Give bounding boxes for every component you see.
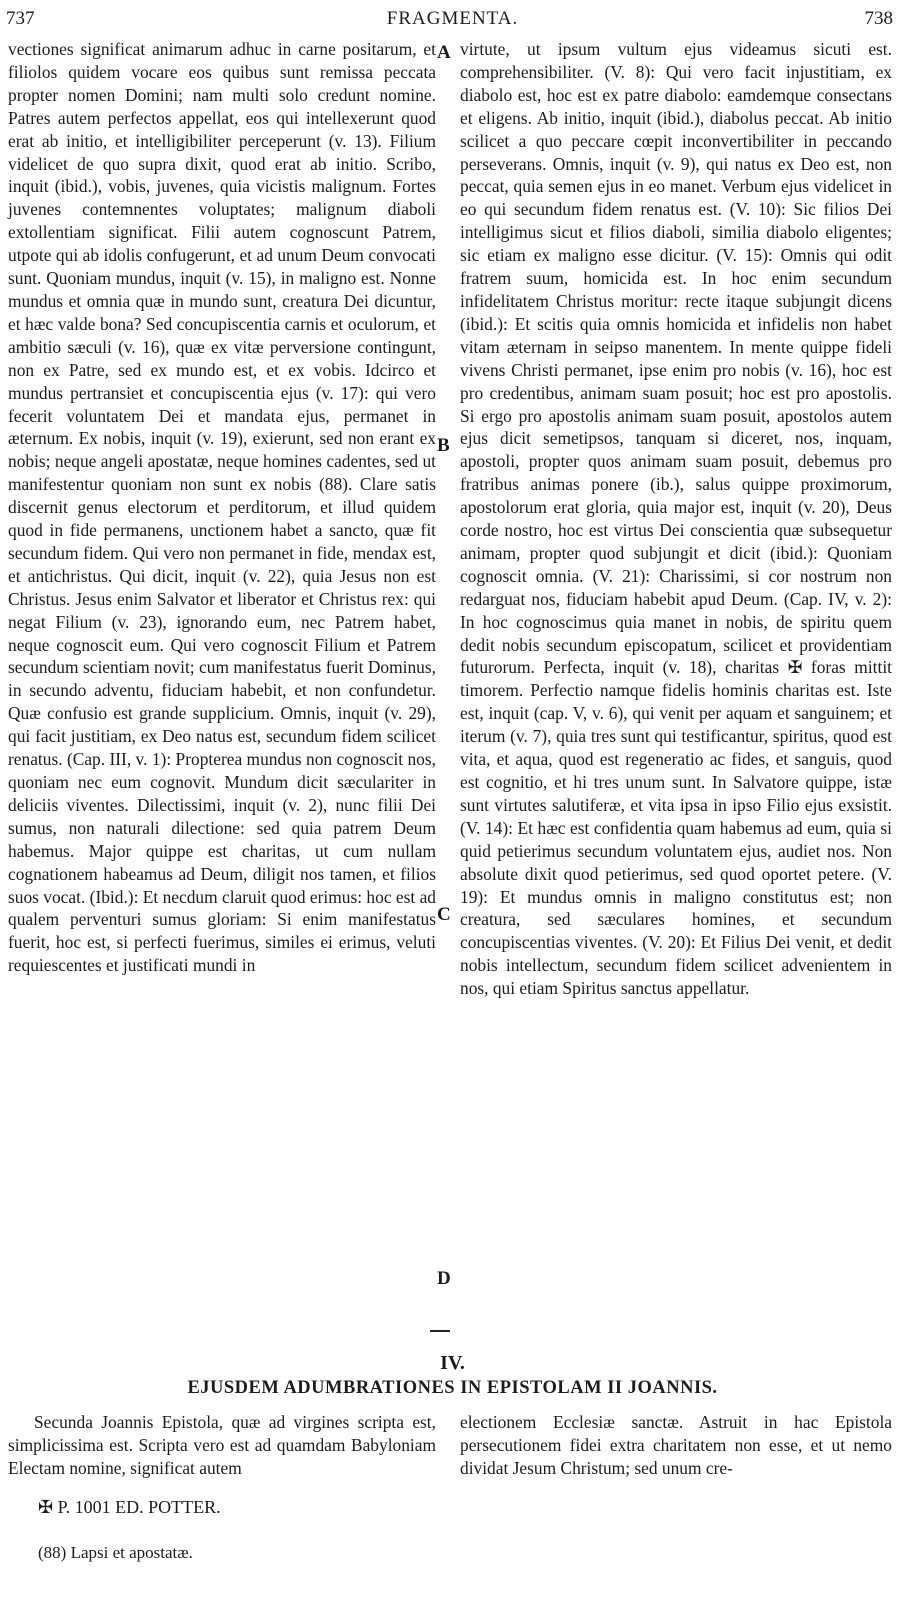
margin-letter-b: B [437, 435, 450, 456]
right-column [460, 38, 892, 1000]
running-title: FRAGMENTA. [386, 8, 519, 29]
section-right-text: electionem Ecclesiæ sanctæ. Astruit in hac Epistola persecutionem fidei extra charitatem non esse, et ut nemo dividat Jesum Christum; sed unum cre- [460, 1412, 892, 1478]
section-title: EJUSDEM ADUMBRATIONES IN EPISTOLAM II JOANNIS. [187, 1378, 718, 1398]
running-header [0, 8, 905, 34]
left-column [8, 38, 436, 977]
section-divider [430, 1330, 450, 1332]
margin-letter-a: A [437, 42, 451, 63]
margin-letter-c: C [437, 904, 451, 925]
footnote-88: (88) Lapsi et apostatæ. [38, 1543, 193, 1562]
section-left-text: Secunda Joannis Epistola, quæ ad virgines scripta est, simplicissima est. Scripta vero est ad quamdam Babyloniam Electam nomine, significat autem [8, 1412, 436, 1478]
page-number-left: 737 [6, 8, 35, 29]
margin-letter-d: D [437, 1268, 451, 1289]
footnote-potter: ✠ P. 1001 ED. POTTER. [38, 1497, 221, 1517]
section-number: IV. [440, 1352, 465, 1374]
left-column-text: vectiones significat animarum adhuc in carne positarum, et filiolos quidem vocare eos quibus sunt remissa peccata propter nomen Domini; nam multi solo credunt nomine. Patres autem perfectos appellat, eos qui intellexerunt quod erat ab initio, et intelligibiliter perceperunt (v. 13). Filium videlicet de quo supra dixit, quod erat ab initio. Scribo, inquit (ibid.), vobis, juvenes, quia vicistis malignum. Fortes juvenes contemnentes voluptates; malignum diaboli extollentiam significat. Filii autem cognoscunt Patrem, utpote qui ab idolis confugerunt, et ad unum Deum convocati sunt. Quoniam mundus, inquit (v. 15), in maligno est. Nonne mundus et omnia quæ in mundo sunt, creatura Dei dicuntur, et hæc valde bona? Sed concupiscentia carnis et oculorum, et ambitio sæculi (v. 16), quæ ex vitæ perversione contingunt, non ex Patre, sed ex mundo est, et ex vobis. Idcirco et mundus pertransiet et concupiscentia ejus (v. 17): qui vero fecerit voluntatem Dei et mandata ejus, permanet in æternum. Ex nobis, inquit (v. 19), exierunt, sed non erant ex nobis; neque angeli apostatæ, neque homines cadentes, sed ut manifestentur quoniam non sunt ex nobis (88). Clare satis discernit genus electorum et perditorum, et illud quidem quod in fide permanens, unctionem habet a sancto, quæ fit secundum fidem. Qui vero non permanet in fide, mendax est, et antichristus. Qui dicit, inquit (v. 22), quia Jesus non est Christus. Jesus enim Salvator et liberator et Christus rex: qui negat Filium (v. 23), ignorando eum, nec Patrem habet, neque cognoscit eum. Qui vero cognoscit Filium et Patrem secundum scientiam novit; cum manifestatus fuerit Dominus, in secundo adventu, fiduciam habebit, et non confundetur. Quæ confusio est grande supplicium. Omnis, inquit (v. 29), qui facit justitiam, ex Deo natus est, secundum fidem scilicet renatus. (Cap. III, v. 1): Propterea mundus non cognoscit nos, quoniam nec eum cognovit. Mundum dicit sæculariter in deliciis viventes. Dilectissimi, inquit (v. 2), nunc filii Dei sumus, non naturali dilectione: sed quia patrem Deum habemus. Major quippe est charitas, ut cum nullam cognationem habeamus ad Deum, diligit nos tamen, et filios suos vocat. (Ibid.): Et necdum claruit quod erimus: hoc est ad qualem perventuri sumus gloriam: Si enim manifestatus fuerit, hoc est, si perfecti fuerimus, similes ei erimus, veluti requiescentes et justificati mundi in [8, 39, 436, 976]
page-number-right: 738 [864, 8, 893, 29]
right-column-text: virtute, ut ipsum vultum ejus videamus sicuti est. comprehensibiliter. (V. 8): Qui vero facit injustitiam, ex diabolo est, hoc est ex patre diabolo: eamdemque consectans et eligens. Ab initio, inquit (ibid.), diabolus peccat. Ab initio scilicet a quo peccare cœpit inconvertibiliter in peccando perseverans. Omnis, inquit (v. 9), qui natus ex Deo est, non peccat, quia semen ejus in eo manet. Verbum ejus videlicet in eo qui secundum fidem renatus est. (V. 10): Sic filios Dei intelligimus sicut et filios diaboli, similia diabolo eligentes; sic etiam ex maligno esse dicitur. (V. 15): Omnis qui odit fratrem suum, homicida est. In hoc enim secundum infidelitatem Christus moritur: recte itaque subjungit dicens (ibid.): Et scitis quia omnis homicida et infidelis non habet vitam æternam in seipso manentem. In mente quippe fideli vivens Christi permanet, ipse enim pro nobis (v. 16), hoc est pro credentibus, animam suam posuit; hoc est pro apostolis. Si ergo pro apostolis animam suam posuit, apostolos autem ejus dicit semetipsos, tanquam si diceret, nos, inquam, apostoli, propter quos animam suam posuit, debemus pro fratribus animas ponere (ib.), salus quippe proximorum, apostolorum erat gloria, quia major est, inquit (v. 20), Deus corde nostro, hoc est virtus Dei conscientia quæ subsequetur animam, propter quod subjungit et dicit (ibid.): Quoniam cognoscit omnia. (V. 21): Charissimi, si cor nostrum non redarguat nos, fiduciam habebit apud Deum. (Cap. IV, v. 2): In hoc cognoscimus quia manet in nobis, de spiritu quem dedit nobis secundum episcopatum, scilicet et providentiam futurorum. Perfecta, inquit (v. 18), charitas ✠ foras mittit timorem. Perfectio namque fidelis hominis charitas est. Iste est, inquit (cap. V, v. 6), qui venit per aquam et sanguinem; et iterum (v. 7), quia tres sunt qui testificantur, spiritus, quod est vita, et aqua, quod est regeneratio ac fides, et sanguis, quod est cognitio, et hi tres unum sunt. In Salvatore quippe, istæ sunt virtutes salutiferæ, et vita ipsa in ipso Filio ejus exsistit. (V. 14): Et hæc est confidentia quam habemus ad eum, quia si quid petierimus secundum voluntatem ejus, audiet nos. Non absolute dixit quod petierimus, sed quod oportet petere. (V. 19): Et mundus omnis in maligno constitutus est; non creatura, sed sæculares homines, et secundum concupiscentias viventes. (V. 20): Et Filius Dei venit, et dedit nobis intellectum, secundum fidem scilicet advenientem in nos, qui etiam Spiritus sanctus appellatur. [460, 39, 892, 999]
